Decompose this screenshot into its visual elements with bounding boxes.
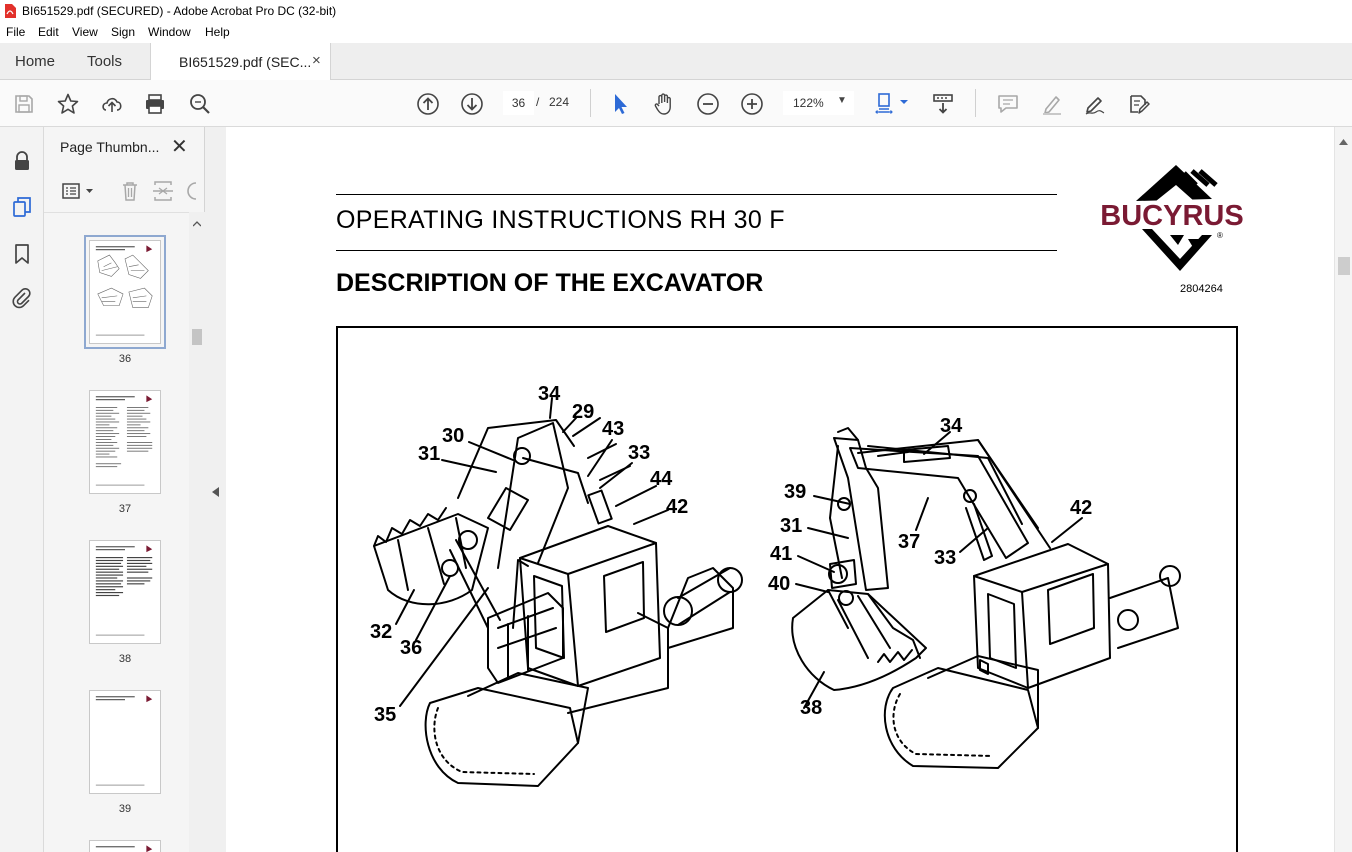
bucyrus-logo (1084, 163, 1260, 275)
panel-title: Page Thumbn... (60, 139, 160, 155)
security-lock-icon[interactable] (10, 149, 34, 173)
scroll-up-arrow-icon[interactable] (1339, 139, 1348, 145)
callout-label: 35 (374, 704, 397, 726)
tab-bar (0, 43, 1352, 80)
fill-sign-icon[interactable] (1083, 92, 1107, 116)
bookmarks-icon[interactable] (10, 242, 34, 266)
share-upload-icon[interactable] (100, 92, 124, 116)
select-pointer-icon[interactable] (608, 92, 632, 116)
callout-label: 34 (538, 383, 561, 405)
callout-label: 31 (418, 443, 441, 465)
callout-label: 29 (572, 401, 595, 423)
page-thumbnail-36[interactable] (89, 240, 161, 344)
collapse-panel-arrow-icon[interactable] (212, 487, 219, 497)
document-heading: OPERATING INSTRUCTIONS RH 30 F (336, 206, 785, 234)
save-icon[interactable] (12, 92, 36, 116)
callout-label: 42 (666, 496, 689, 518)
tab-home[interactable]: Home (15, 53, 56, 70)
callout-label: 40 (768, 573, 791, 595)
find-search-icon[interactable] (188, 92, 212, 116)
print-icon[interactable] (143, 92, 167, 116)
brand-wordmark: BUCYRUS (1100, 200, 1244, 232)
chevron-down-icon[interactable] (86, 188, 93, 194)
callout-label: 39 (784, 481, 807, 503)
main-toolbar (0, 80, 1352, 127)
excavator-illustration (338, 328, 1236, 852)
menu-file[interactable]: File (6, 25, 26, 39)
thumbnail-list[interactable] (44, 212, 189, 852)
scrolling-mode-icon[interactable] (931, 92, 955, 116)
menu-edit[interactable]: Edit (38, 25, 59, 39)
attachments-paperclip-icon[interactable] (10, 287, 34, 311)
title-bar (0, 0, 1352, 22)
menu-bar (0, 22, 1352, 43)
registered-mark: ® (1217, 231, 1223, 240)
tab-document[interactable] (150, 43, 331, 80)
page-separator: / (536, 95, 540, 109)
page-thumbnail-38[interactable] (89, 540, 161, 644)
callout-label: 38 (800, 697, 823, 719)
thumbnail-tools (44, 171, 205, 211)
page-thumbnails-panel (44, 127, 205, 852)
page-thumbnail-37[interactable] (89, 390, 161, 494)
zoom-level-dropdown[interactable] (783, 91, 854, 115)
document-scrollbar[interactable] (1334, 127, 1352, 852)
zoom-value: 122% (793, 96, 824, 110)
scroll-up-arrow-icon[interactable] (193, 221, 201, 227)
thumbnail-scrollbar[interactable] (189, 212, 205, 852)
page-total-count: 224 (549, 95, 570, 109)
callout-label: 31 (780, 515, 803, 537)
menu-window[interactable]: Window (148, 25, 191, 39)
callout-label: 44 (650, 468, 673, 490)
panel-splitter[interactable] (205, 127, 226, 852)
chevron-down-icon[interactable] (900, 98, 908, 106)
chevron-down-icon: ▼ (837, 95, 847, 106)
bookmark-star-icon[interactable] (56, 92, 80, 116)
zoom-out-icon[interactable] (696, 92, 720, 116)
page-thumbnails-icon[interactable] (10, 195, 34, 219)
callout-label: 33 (934, 547, 957, 569)
close-tab-icon[interactable]: × (312, 52, 321, 69)
thumbnail-page-number: 38 (118, 653, 132, 665)
thumbnail-page-number: 39 (118, 803, 132, 815)
page-number-input[interactable]: 36 (503, 91, 534, 115)
callout-label: 42 (1070, 497, 1093, 519)
close-panel-icon[interactable]: ✕ (171, 136, 188, 158)
acrobat-pdf-icon (4, 4, 16, 18)
callout-label: 30 (442, 425, 465, 447)
header-rule-bottom (336, 250, 1057, 251)
extract-pages-icon[interactable] (151, 179, 175, 203)
tab-tools[interactable]: Tools (87, 53, 123, 70)
left-tool-rail (0, 127, 44, 852)
callout-label: 32 (370, 621, 393, 643)
document-scroll-thumb[interactable] (1338, 257, 1350, 275)
header-rule-top (336, 194, 1057, 195)
menu-view[interactable]: View (72, 25, 98, 39)
page-thumbnail-next[interactable] (89, 840, 161, 852)
callout-label: 37 (898, 531, 921, 553)
page-fit-mode-icon[interactable] (875, 92, 899, 116)
toolbar-divider (975, 89, 976, 117)
document-view[interactable] (226, 127, 1334, 852)
zoom-in-icon[interactable] (740, 92, 764, 116)
edit-pdf-icon[interactable] (1127, 92, 1151, 116)
callout-label: 36 (400, 637, 423, 659)
callout-label: 41 (770, 543, 793, 565)
thumbnail-scroll-thumb[interactable] (192, 329, 202, 345)
thumbnail-page-number: 36 (118, 353, 132, 365)
excavator-figure (336, 326, 1238, 852)
toolbar-divider (590, 89, 591, 117)
thumbnail-page-number: 37 (118, 503, 132, 515)
rotate-page-icon[interactable] (184, 179, 196, 203)
window-title: BI651529.pdf (SECURED) - Adobe Acrobat Pro DC (32-bit) (22, 4, 337, 18)
callout-label: 33 (628, 442, 651, 464)
highlight-pen-icon[interactable] (1040, 92, 1064, 116)
options-menu-icon[interactable] (60, 179, 84, 203)
callout-label: 34 (940, 415, 963, 437)
menu-sign[interactable]: Sign (111, 25, 136, 39)
document-tab-label: BI651529.pdf (SEC... (179, 54, 312, 70)
menu-help[interactable]: Help (205, 25, 230, 39)
callout-label: 43 (602, 418, 625, 440)
page-thumbnail-39[interactable] (89, 690, 161, 794)
hand-pan-icon[interactable] (652, 92, 676, 116)
delete-page-icon[interactable] (118, 179, 142, 203)
previous-page-icon[interactable] (416, 92, 440, 116)
document-code: 2804264 (1180, 283, 1223, 295)
comment-icon[interactable] (996, 92, 1020, 116)
next-page-icon[interactable] (460, 92, 484, 116)
section-title: DESCRIPTION OF THE EXCAVATOR (336, 269, 764, 297)
